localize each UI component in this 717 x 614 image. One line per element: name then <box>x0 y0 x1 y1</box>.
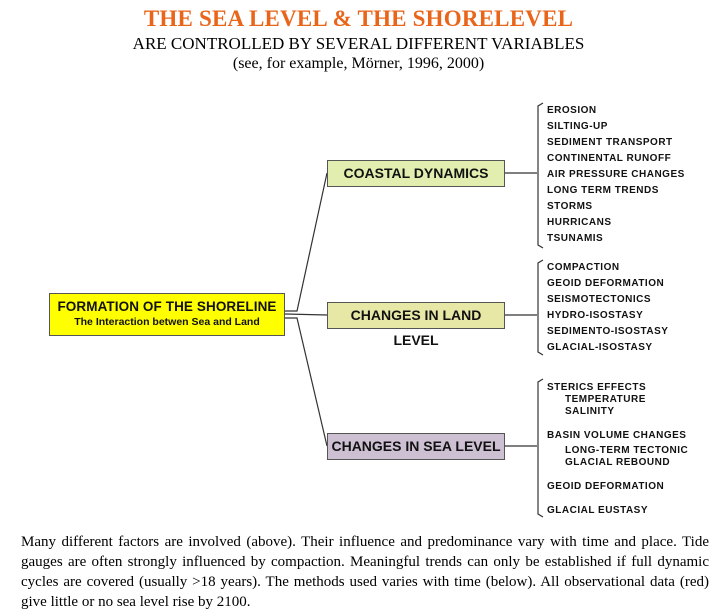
factor-glacial-isostasy: GLACIAL-ISOSTASY <box>547 342 653 353</box>
factor-seismotectonics: SEISMOTECTONICS <box>547 294 651 305</box>
factor-long-term-trends: LONG TERM TRENDS <box>547 185 659 196</box>
factor-continental-runoff: CONTINENTAL RUNOFF <box>547 153 672 164</box>
factor-long-term-tectonic: LONG-TERM TECTONIC <box>565 445 689 456</box>
branch-coastal-dynamics: COASTAL DYNAMICS <box>327 160 505 187</box>
reference-note: (see, for example, Mörner, 1996, 2000) <box>232 55 485 72</box>
connector-root-land <box>285 314 327 315</box>
factor-erosion: EROSION <box>547 105 597 116</box>
bracket-sea <box>538 379 543 517</box>
branch-land-level: CHANGES IN LAND LEVEL <box>327 302 505 329</box>
factor-air-pressure: AIR PRESSURE CHANGES <box>547 169 685 180</box>
factor-hydro-isostasy: HYDRO-ISOSTASY <box>547 310 644 321</box>
factor-glacial-eustasy: GLACIAL EUSTASY <box>547 505 649 516</box>
branch-sea-level: CHANGES IN SEA LEVEL <box>327 433 505 460</box>
root-node-shoreline <box>49 293 285 336</box>
bracket-land <box>538 260 543 355</box>
factor-silting-up: SILTING-UP <box>547 121 608 132</box>
diagram-subtitle: ARE CONTROLLED BY SEVERAL DIFFERENT VARIABLES <box>132 34 585 53</box>
factor-hurricans: HURRICANS <box>547 217 612 228</box>
factor-salinity: SALINITY <box>565 406 615 417</box>
factor-storms: STORMS <box>547 201 593 212</box>
root-node-subtitle: The Interaction betwen Sea and Land <box>74 316 260 328</box>
factor-basin-volume: BASIN VOLUME CHANGES <box>547 430 687 441</box>
factor-sterics-effects: STERICS EFFECTS <box>547 382 647 393</box>
factor-sedimento-isostasy: SEDIMENTO-ISOSTASY <box>547 326 669 337</box>
connector-root-sea <box>285 318 327 446</box>
bracket-coastal <box>538 103 543 248</box>
factor-compaction: COMPACTION <box>547 262 620 273</box>
factor-geoid-deformation-sea: GEOID DEFORMATION <box>547 481 665 492</box>
factor-tsunamis: TSUNAMIS <box>547 233 604 244</box>
factor-temperature: TEMPERATURE <box>565 394 646 405</box>
factor-glacial-rebound: GLACIAL REBOUND <box>565 457 671 468</box>
connector-root-coastal <box>285 173 327 311</box>
diagram-title: THE SEA LEVEL & THE SHORELEVEL <box>143 6 574 31</box>
factor-geoid-deformation-land: GEOID DEFORMATION <box>547 278 665 289</box>
factor-sediment-transport: SEDIMENT TRANSPORT <box>547 137 673 148</box>
caption-text: Many different factors are involved (above). Their influence and predominance vary with time and place. Tide gauges are often strongly influenced by compaction. Meaningful trends can only be established if full dynamic cycles are covered (usually >18 years). The methods used varies with time (below). All observational data (red) give little or no sea level rise by 2100. <box>21 534 709 610</box>
root-node-title: FORMATION OF THE SHORELINE <box>57 299 277 314</box>
